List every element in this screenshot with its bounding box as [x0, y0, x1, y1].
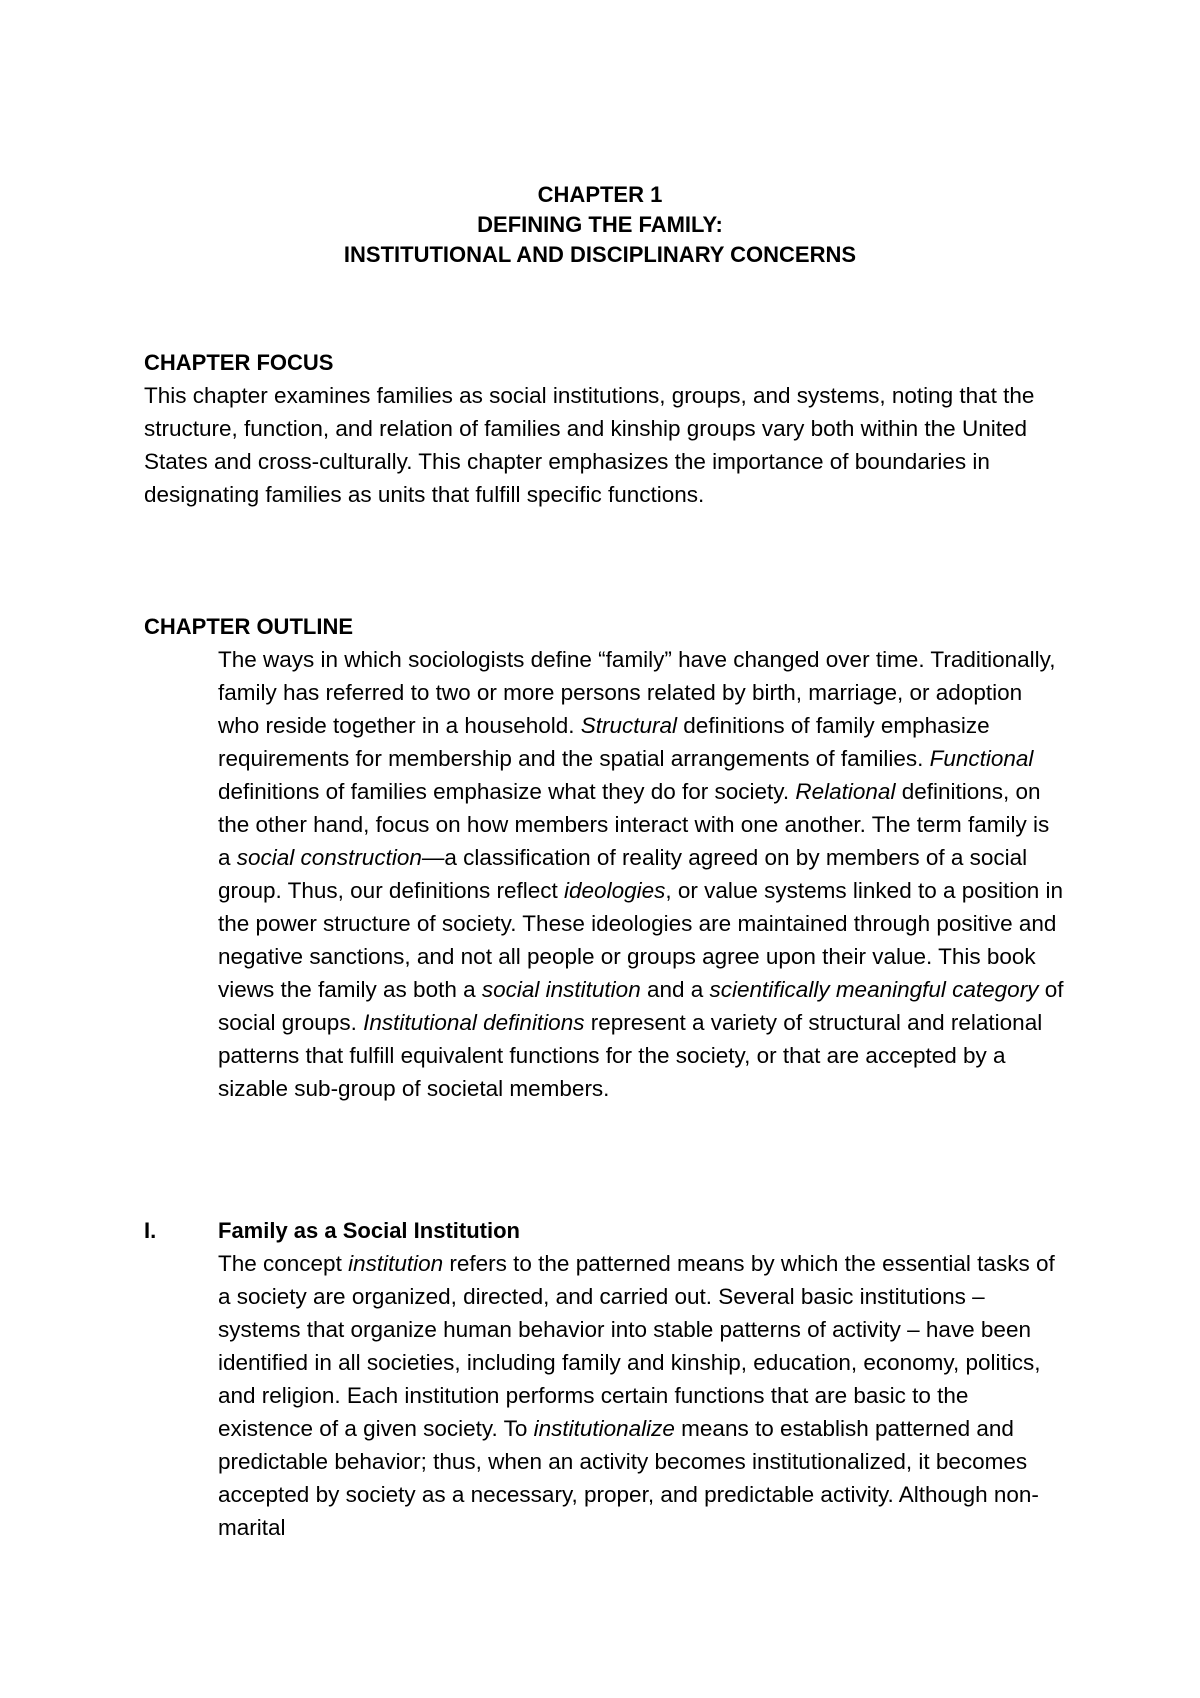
chapter-subtitle: INSTITUTIONAL AND DISCIPLINARY CONCERNS — [343, 242, 857, 267]
emphasis-term: scientifically meaningful category — [709, 977, 1039, 1002]
section-1-body — [218, 1247, 1064, 1544]
section-title: Family as a Social Institution — [218, 1218, 520, 1243]
section-1-heading-row — [144, 1214, 1064, 1247]
emphasis-term: institutionalize — [533, 1416, 675, 1441]
text-run: —a classification of reality agreed on by members of a social group. Thus, our definitions reflect — [218, 845, 1028, 903]
text-run: represent a variety of structural and relational patterns that fulfill equivalent functions for the society, or that are accepted by a sizable sub-group of societal members. — [218, 1010, 1043, 1101]
text-run: definitions of families emphasize what they do for society. — [218, 779, 796, 804]
text-run: definitions of family emphasize requirements for membership and the spatial arrangements of families. — [218, 713, 990, 771]
emphasis-term: Relational — [795, 779, 896, 804]
text-run: means to establish patterned and predictable behavior; thus, when an activity becomes institutionalized, it becomes accepted by society as a necessary, proper, and predictable activity. Although non-marital — [218, 1416, 1039, 1540]
chapter-number: CHAPTER 1 — [537, 182, 663, 207]
chapter-focus-section — [144, 346, 1064, 511]
emphasis-term: Institutional definitions — [363, 1010, 585, 1035]
emphasis-term: Structural — [580, 713, 678, 738]
emphasis-term: social institution — [481, 977, 641, 1002]
chapter-outline-body — [218, 643, 1064, 1105]
chapter-title-block — [0, 180, 1200, 270]
text-run: of social groups. — [218, 977, 1064, 1035]
chapter-focus-heading: CHAPTER FOCUS — [144, 350, 334, 375]
chapter-title: DEFINING THE FAMILY: — [477, 212, 723, 237]
text-run: definitions, on the other hand, focus on how members interact with one another. The term family is a — [218, 779, 1050, 870]
text-run: refers to the patterned means by which the essential tasks of a society are organized, directed, and carried out. Several basic institutions – systems that organize human behavior into stable patterns of activity – have been identified in all societies, including family and kinship, education, economy, politics, and religion. Each institution performs certain functions that are basic to the existence of a given society. To — [218, 1251, 1055, 1441]
chapter-focus-body: This chapter examines families as social institutions, groups, and systems, noting that the structure, function, and relation of families and kinship groups vary both within the United States and cross-culturally. This chapter emphasizes the importance of boundaries in designating families as units that fulfill specific functions. — [144, 383, 1035, 507]
text-run: The concept — [218, 1251, 349, 1276]
chapter-outline-heading: CHAPTER OUTLINE — [144, 614, 353, 639]
chapter-outline-section — [144, 610, 1064, 1105]
section-1 — [144, 1214, 1064, 1544]
section-numeral: I. — [144, 1218, 157, 1243]
text-run: and a — [640, 977, 710, 1002]
emphasis-term: institution — [348, 1251, 444, 1276]
text-run: , or value systems linked to a position in the power structure of society. These ideologies are maintained through positive and negative sanctions, and not all people or groups agree upon their value. This book views the family as both a — [218, 878, 1064, 1002]
text-run: The ways in which sociologists define “family” have changed over time. Traditionally, family has referred to two or more persons related by birth, marriage, or adoption who reside together in a household. — [218, 647, 1056, 738]
emphasis-term: social construction — [236, 845, 422, 870]
emphasis-term: Functional — [929, 746, 1034, 771]
emphasis-term: ideologies — [564, 878, 666, 903]
